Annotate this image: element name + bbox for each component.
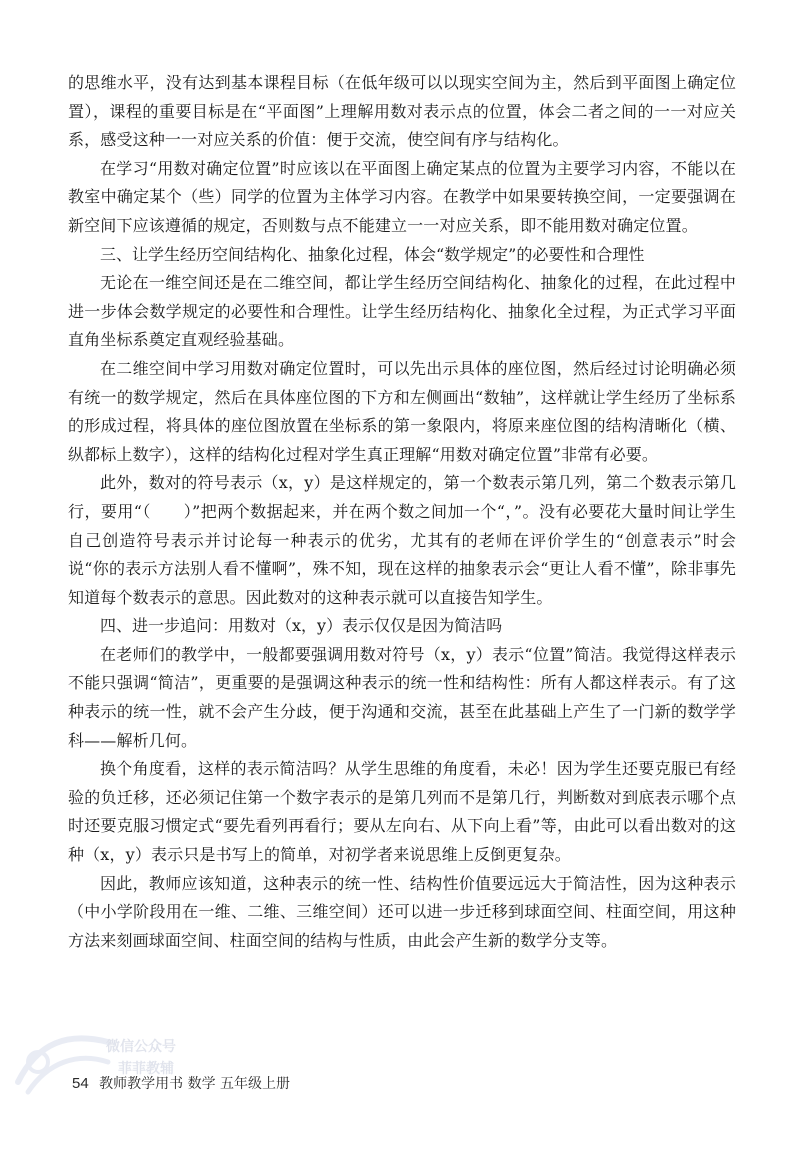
page-body — [68, 69, 736, 955]
paragraph: 换个角度看，这样的表示简洁吗？从学生思维的角度看，未必！因为学生还要克服已有经验的负迁移，还必须记住第一个数字表示的是第几列而不是第几行，判断数对到底表示哪个点时还要克服习惯定式“要先看列再看行；要从左向右、从下向上看”等，由此可以看出数对的这种（x，y）表示只是书写上的简单，对初学者来说思维上反倒更复杂。 — [68, 759, 736, 865]
watermark-text: 微信公众号 — [106, 1039, 176, 1055]
section-heading: 四、进一步追问：用数对（x，y）表示仅仅是因为简洁吗 — [100, 616, 503, 636]
paragraph: 在老师们的教学中，一般都要强调用数对符号（x，y）表示“位置”简洁。我觉得这样表示不能只强调“简洁”，更重要的是强调这种表示的统一性和结构性：所有人都这样表示。有了这种表示的统一性，就不会产生分歧，便于沟通和交流，甚至在此基础上产生了一门新的数学学科——解析几何。 — [68, 644, 736, 750]
watermark — [8, 1022, 176, 1122]
paragraph: 在学习“用数对确定位置”时应该以在平面图上确定某点的位置为主要学习内容，不能以在教室中确定某个（些）同学的位置为主体学习内容。在教学中如果要转换空间，一定要强调在新空间下应该遵循的规定，否则数与点不能建立一一对应关系，即不能用数对确定位置。 — [68, 158, 736, 235]
paragraph: 此外，数对的符号表示（x，y）是这样规定的，第一个数表示第几列，第二个数表示第几行，要用“（ ）”把两个数据起来，并在两个数之间加一个“，”。没有必要花大量时间让学生自己创造符号表示并讨论每一种表示的优劣，尤其有的老师在评价学生的“创意表示”时会说“你的表示方法别人看不懂啊”，殊不知，现在这样的抽象表示会“更让人看不懂”，除非事先知道每个数表示的意思。因此数对的这种表示就可以直接告知学生。 — [68, 473, 736, 607]
paragraph: 在二维空间中学习用数对确定位置时，可以先出示具体的座位图，然后经过讨论明确必须有统一的数学规定，然后在具体座位图的下方和左侧画出“数轴”，这样就让学生经历了坐标系的形成过程，将具体的座位图放置在坐标系的第一象限内，将原来座位图的结构清晰化（横、纵都标上数字），这样的结构化过程对学生真正理解“用数对确定位置”非常有必要。 — [68, 358, 736, 464]
page-footer — [72, 1073, 290, 1093]
book-title: 教师教学用书 数学 五年级上册 — [99, 1076, 291, 1092]
watermark-text: 菲菲教辅 — [118, 1061, 174, 1077]
page-number: 54 — [72, 1075, 89, 1092]
paragraph: 无论在一维空间还是在二维空间，都让学生经历空间结构化、抽象化的过程，在此过程中进一步体会数学规定的必要性和合理性。让学生经历结构化、抽象化全过程，为正式学习平面直角坐标系奠定直观经验基础。 — [68, 273, 736, 350]
paragraph: 因此，教师应该知道，这种表示的统一性、结构性价值要远远大于简洁性，因为这种表示（中小学阶段用在一维、二维、三维空间）还可以进一步迁移到球面空间、柱面空间，用这种方法来刻画球面空间、柱面空间的结构与性质，由此会产生新的数学分支等。 — [68, 873, 736, 950]
paragraph: 的思维水平，没有达到基本课程目标（在低年级可以以现实空间为主，然后到平面图上确定位置），课程的重要目标是在“平面图”上理解用数对表示点的位置，体会二者之间的一一对应关系，感受这种一一对应关系的价值：便于交流，使空间有序与结构化。 — [68, 73, 736, 150]
section-heading: 三、让学生经历空间结构化、抽象化过程，体会“数学规定”的必要性和合理性 — [100, 244, 645, 264]
